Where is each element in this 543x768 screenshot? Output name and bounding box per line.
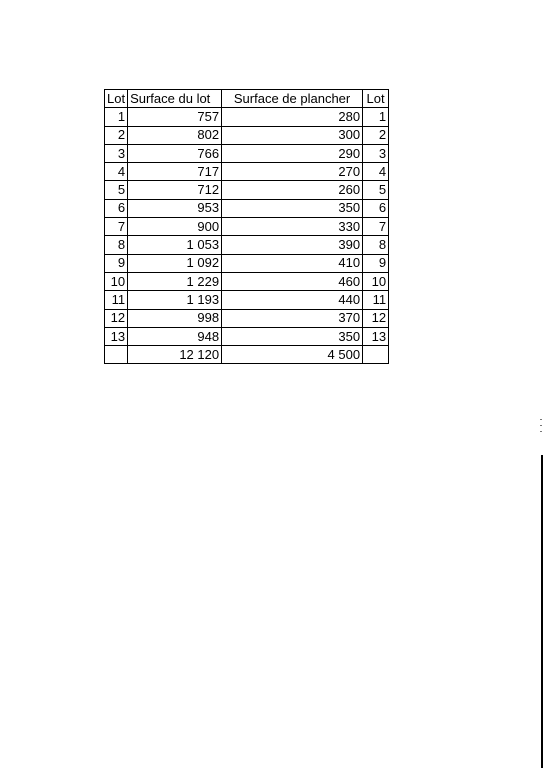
total-surface-du-lot: 12 120 <box>128 346 222 364</box>
header-surface-de-plancher: Surface de plancher <box>222 90 363 108</box>
cell-surface-de-plancher: 330 <box>222 218 363 236</box>
cell-lot: 6 <box>105 199 128 217</box>
table-header <box>105 90 389 108</box>
cell-surface-du-lot: 953 <box>128 199 222 217</box>
cell-lot-right: 7 <box>363 218 389 236</box>
table-row <box>105 108 389 126</box>
cell-lot: 12 <box>105 309 128 327</box>
cell-lot-right: 6 <box>363 199 389 217</box>
cell-surface-de-plancher: 300 <box>222 126 363 144</box>
cell-lot-right: 2 <box>363 126 389 144</box>
cell-lot-right: 3 <box>363 144 389 162</box>
totals-row <box>105 346 389 364</box>
table-row <box>105 309 389 327</box>
cell-lot-right: 8 <box>363 236 389 254</box>
cell-lot: 1 <box>105 108 128 126</box>
cell-surface-du-lot: 900 <box>128 218 222 236</box>
cell-lot-right: 11 <box>363 291 389 309</box>
cell-lot: 9 <box>105 254 128 272</box>
cell-lot: 8 <box>105 236 128 254</box>
cell-surface-de-plancher: 280 <box>222 108 363 126</box>
lots-table <box>104 89 389 364</box>
table-row <box>105 144 389 162</box>
cell-surface-du-lot: 712 <box>128 181 222 199</box>
cell-surface-du-lot: 802 <box>128 126 222 144</box>
cell-surface-de-plancher: 410 <box>222 254 363 272</box>
cell-lot-right: 4 <box>363 163 389 181</box>
cell-surface-du-lot: 1 229 <box>128 272 222 290</box>
total-lot-right-cell <box>363 346 389 364</box>
cell-surface-du-lot: 1 053 <box>128 236 222 254</box>
header-surface-du-lot: Surface du lot <box>128 90 222 108</box>
cell-lot: 5 <box>105 181 128 199</box>
table-row <box>105 272 389 290</box>
cell-surface-du-lot: 998 <box>128 309 222 327</box>
cell-surface-de-plancher: 440 <box>222 291 363 309</box>
cell-surface-du-lot: 1 193 <box>128 291 222 309</box>
table-row <box>105 218 389 236</box>
cell-lot: 3 <box>105 144 128 162</box>
cell-surface-de-plancher: 260 <box>222 181 363 199</box>
header-lot-right: Lot <box>363 90 389 108</box>
cell-surface-du-lot: 1 092 <box>128 254 222 272</box>
cell-surface-de-plancher: 370 <box>222 309 363 327</box>
cell-lot-right: 9 <box>363 254 389 272</box>
cell-surface-du-lot: 766 <box>128 144 222 162</box>
table-row <box>105 291 389 309</box>
cell-surface-de-plancher: 290 <box>222 144 363 162</box>
cell-lot: 7 <box>105 218 128 236</box>
total-surface-de-plancher: 4 500 <box>222 346 363 364</box>
cell-lot-right: 12 <box>363 309 389 327</box>
cell-surface-du-lot: 717 <box>128 163 222 181</box>
cell-lot: 2 <box>105 126 128 144</box>
table-row <box>105 236 389 254</box>
cell-surface-du-lot: 948 <box>128 327 222 345</box>
cell-lot: 13 <box>105 327 128 345</box>
table-row <box>105 181 389 199</box>
cell-surface-de-plancher: 270 <box>222 163 363 181</box>
cell-lot: 4 <box>105 163 128 181</box>
header-lot: Lot <box>105 90 128 108</box>
cell-lot: 11 <box>105 291 128 309</box>
total-lot-cell <box>105 346 128 364</box>
table-row <box>105 254 389 272</box>
cell-surface-de-plancher: 350 <box>222 199 363 217</box>
cell-lot-right: 5 <box>363 181 389 199</box>
cell-lot-right: 1 <box>363 108 389 126</box>
table-row <box>105 163 389 181</box>
cell-lot: 10 <box>105 272 128 290</box>
cell-lot-right: 13 <box>363 327 389 345</box>
table-row <box>105 126 389 144</box>
cell-surface-de-plancher: 460 <box>222 272 363 290</box>
edge-tick-marks <box>539 414 543 440</box>
cell-lot-right: 10 <box>363 272 389 290</box>
cell-surface-du-lot: 757 <box>128 108 222 126</box>
table-row <box>105 199 389 217</box>
header-row <box>105 90 389 108</box>
table-row <box>105 327 389 345</box>
cell-surface-de-plancher: 390 <box>222 236 363 254</box>
table-body <box>105 108 389 364</box>
cell-surface-de-plancher: 350 <box>222 327 363 345</box>
